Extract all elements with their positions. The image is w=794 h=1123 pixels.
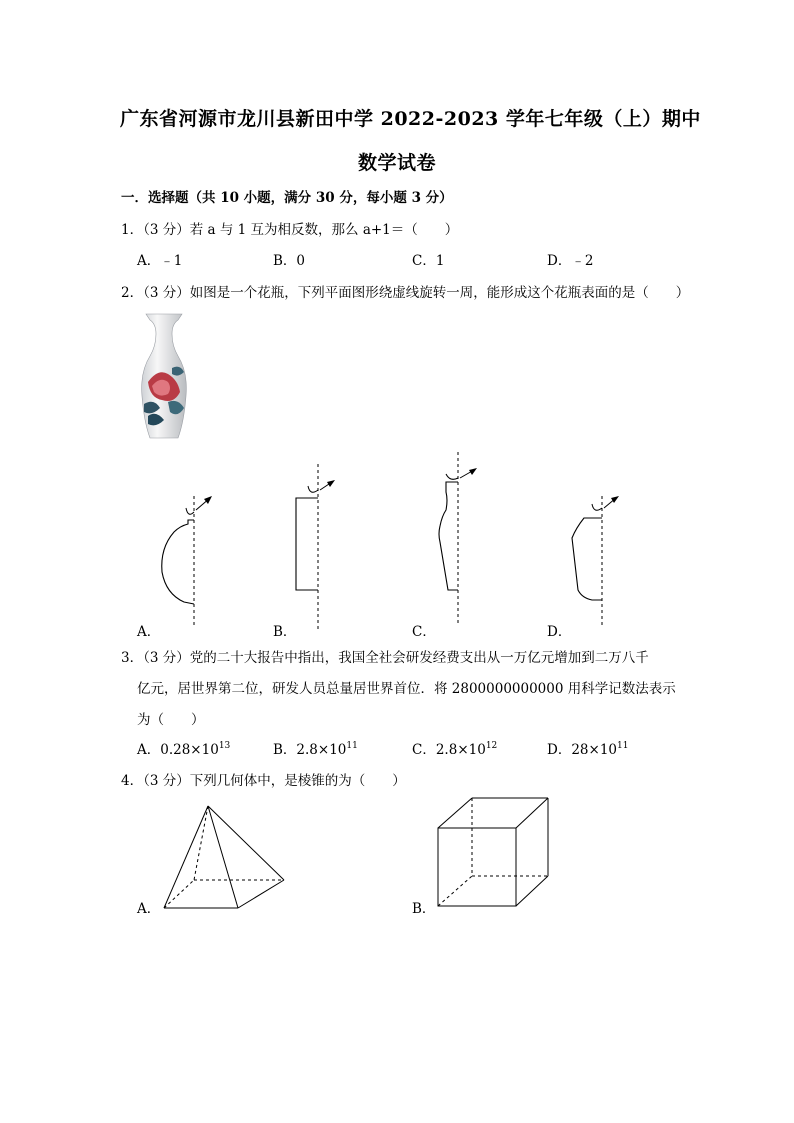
- q2-figure-a: [150, 490, 220, 630]
- q2-figure-b: [288, 464, 358, 604]
- q3-option-a-exp: 13: [218, 741, 231, 751]
- q3-option-b-exp: 11: [346, 741, 358, 751]
- question-4-stem: 4．（3 分）下列几何体中，是棱锥的为（ ）: [121, 773, 406, 789]
- q2-figure-d: [566, 490, 636, 630]
- q3-option-c-base: 2.8×10: [435, 742, 486, 758]
- q3-option-b[interactable]: [273, 738, 358, 758]
- q3-option-c[interactable]: [412, 738, 497, 758]
- question-2-stem: 2．（3 分）如图是一个花瓶，下列平面图形绕虚线旋转一周，能形成这个花瓶表面的是（ ）: [121, 285, 690, 301]
- question-1-stem: 1．（3 分）若 a 与 1 互为相反数，那么 a+1＝（ ）: [121, 222, 459, 238]
- q3-option-a-base: 0.28×10: [160, 742, 219, 758]
- q3-option-d-exp: 11: [617, 741, 629, 751]
- q3-option-c-exp: 12: [485, 741, 498, 751]
- paper-title-line2: 数学试卷: [358, 152, 437, 174]
- q4-option-b[interactable]: B．: [412, 901, 436, 917]
- q4-option-a[interactable]: A．: [137, 901, 161, 917]
- q3-option-d-base: 28×10: [571, 742, 617, 758]
- q2-option-c[interactable]: C．: [412, 624, 436, 640]
- q1-option-b[interactable]: B．0: [273, 253, 306, 269]
- q3-option-b-base: 2.8×10: [296, 742, 347, 758]
- q3-option-c-label: C．: [412, 742, 436, 758]
- q1-option-a[interactable]: A．﹣1: [137, 253, 183, 269]
- q2-option-b[interactable]: B．: [273, 624, 297, 640]
- question-3-line1: 3．（3 分）党的二十大报告中指出，我国全社会研发经费支出从一万亿元增加到二万八千: [121, 650, 649, 666]
- q2-figure-c: [428, 452, 498, 612]
- q3-option-d-label: D．: [547, 742, 572, 758]
- q4-figure-pyramid: [160, 804, 290, 914]
- q4-figure-cube: [436, 796, 552, 912]
- q3-option-a-label: A．: [137, 742, 161, 758]
- q1-option-c[interactable]: C．1: [412, 253, 445, 269]
- vase-photo: [138, 312, 190, 442]
- question-3-line3: 为（ ）: [137, 712, 205, 728]
- question-3-line2: 亿元，居世界第二位，研发人员总量居世界首位．将 2800000000000 用科学记数法表示: [137, 681, 676, 697]
- q3-option-b-label: B．: [273, 742, 297, 758]
- q3-option-a[interactable]: [137, 738, 230, 758]
- q1-option-d[interactable]: D．﹣2: [547, 253, 594, 269]
- q2-option-d[interactable]: D．: [547, 624, 572, 640]
- paper-title-line1: 广东省河源市龙川县新田中学 2022-2023 学年七年级（上）期中: [120, 108, 701, 130]
- q3-option-d[interactable]: [547, 738, 628, 758]
- section-heading: 一．选择题（共 10 小题，满分 30 分，每小题 3 分）: [121, 190, 453, 206]
- q2-option-a[interactable]: A．: [137, 624, 161, 640]
